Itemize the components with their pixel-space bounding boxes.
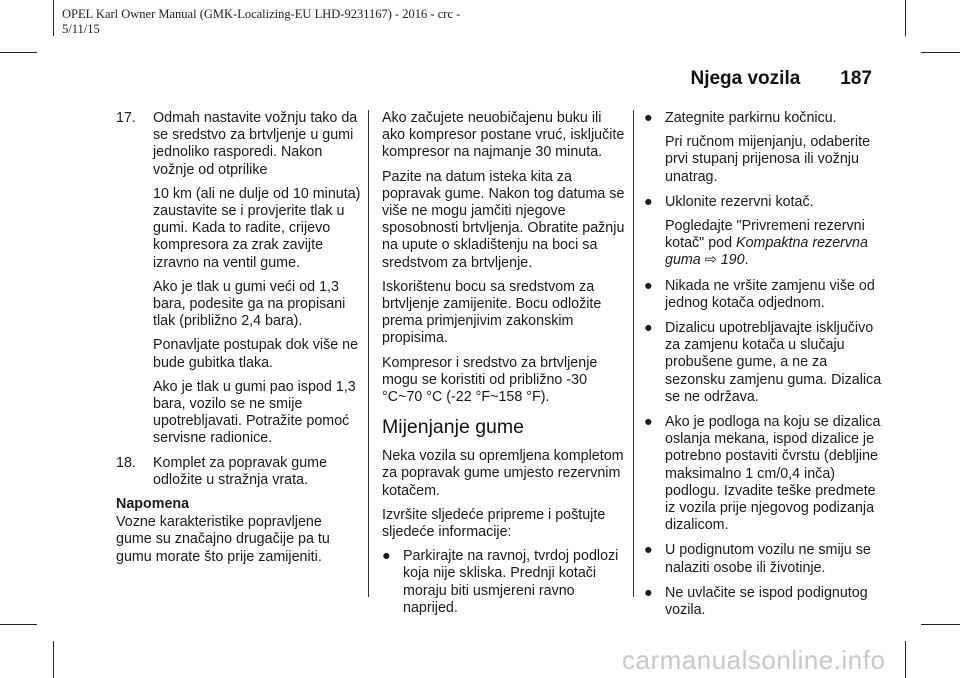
step-paragraph: Ako je tlak u gumi pao ispod 1,3 bara, vozilo se ne smije upotrebljavati. Potražite pomoć servisne radionice. bbox=[153, 378, 356, 447]
document-header bbox=[62, 7, 460, 37]
bullet-text: Parkirajte na ravnoj, tvrdoj podlozi koja nije skliska. Prednji kotači moraju biti usmjereni ravno naprijed. bbox=[403, 548, 619, 616]
bullet-item bbox=[644, 278, 884, 312]
bullet-icon: ● bbox=[382, 548, 391, 565]
crop-mark bbox=[921, 624, 960, 625]
column-2 bbox=[382, 110, 627, 625]
step-paragraph: Odmah nastavite vožnju tako da se sredstvo za brtvljenje u gumi jednoliko rasporedi. Nakon vožnje od otprilike bbox=[153, 110, 358, 178]
bullet-icon: ● bbox=[644, 193, 653, 210]
bullet-text: Zategnite parkirnu kočnicu. bbox=[665, 110, 837, 126]
section-title: Njega vozila bbox=[690, 68, 801, 89]
bullet-item bbox=[644, 110, 884, 186]
bullet-item bbox=[644, 542, 884, 576]
note-text: Vozne karakteristike popravljene gume su značajno drugačije pa tu gumu morate što prije zamijeniti. bbox=[116, 514, 330, 565]
step-number: 17. bbox=[116, 110, 136, 126]
bullet-item bbox=[382, 548, 627, 617]
bullet-icon: ● bbox=[644, 414, 653, 431]
crop-mark bbox=[0, 624, 37, 625]
bullet-icon: ● bbox=[644, 542, 653, 559]
cross-reference-link[interactable]: Kompaktna rezervna guma bbox=[665, 235, 868, 269]
paragraph: Pazite na datum isteka kita za popravak gume. Nakon tog datuma se više ne mogu jamčiti njegove sposobnosti brtvljenja. Obratite pažnju na upute o skladištenju na boci sa sredstvom za brtvljenje. bbox=[382, 168, 625, 271]
watermark: carmanualsonline.info bbox=[622, 645, 886, 675]
paragraph: Izvršite sljedeće pripreme i poštujte sljedeće informacije: bbox=[382, 506, 606, 541]
step-paragraph: Ponavljate postupak dok više ne bude gubitka tlaka. bbox=[153, 337, 359, 371]
column-1 bbox=[116, 110, 361, 573]
bullet-item bbox=[644, 194, 884, 270]
paragraph: Neka vozila su opremljena kompletom za popravak gume umjesto rezervnim kotačem. bbox=[382, 448, 624, 499]
page-reference[interactable]: 190 bbox=[720, 252, 745, 269]
bullet-item bbox=[644, 414, 884, 534]
bullet-text: Dizalicu upotrebljavajte isključivo za zamjenu kotača u slučaju probušene gume, a ne za sezonsku zamjenu guma. Dizalica se ne održava. bbox=[665, 320, 882, 405]
note-heading: Napomena bbox=[116, 496, 190, 513]
arrow-icon: ⇨ bbox=[704, 252, 717, 269]
crop-mark bbox=[905, 0, 906, 36]
paragraph: Iskorištenu bocu sa sredstvom za brtvljenje zamijenite. Bocu odložite prema primjenjivim zakonskim propisima. bbox=[382, 278, 602, 347]
step-17 bbox=[116, 110, 361, 448]
crop-mark bbox=[53, 641, 54, 678]
header-line-2: 5/11/15 bbox=[62, 22, 100, 36]
step-number: 18. bbox=[116, 454, 136, 471]
crop-mark bbox=[0, 52, 37, 53]
bullet-icon: ● bbox=[644, 277, 653, 294]
header-line-1: OPEL Karl Owner Manual (GMK-Localizing-EU LHD-9231167) - 2016 - crc - bbox=[62, 7, 461, 21]
bullet-item bbox=[644, 585, 884, 619]
crop-mark bbox=[905, 641, 906, 678]
section-heading: Mijenjanje gume bbox=[382, 416, 524, 439]
step-paragraph: 10 km (ali ne dulje od 10 minuta) zaustavite se i provjerite tlak u gumi. Kada to radite, crijevo kompresora za zrak zavijte izravno na ventil gume. bbox=[153, 185, 361, 271]
bullet-icon: ● bbox=[644, 584, 653, 601]
bullet-subtext: Pogledajte "Privremeni rezervni kotač" pod Kompaktna rezervna guma ⇨ 190. bbox=[665, 218, 868, 269]
step-paragraph: Komplet za popravak gume odložite u stražnja vrata. bbox=[153, 454, 328, 488]
bullet-text: U podignutom vozilu ne smiju se nalaziti osobe ili životinje. bbox=[665, 542, 871, 576]
running-head bbox=[690, 68, 872, 90]
crop-mark bbox=[921, 52, 960, 53]
paragraph: Kompresor i sredstvo za brtvljenje mogu se koristiti od približno -30 °C~70 °C (-22 °F~158 °F). bbox=[382, 354, 598, 406]
column-3 bbox=[644, 110, 884, 627]
bullet-text: Ako je podloga na koju se dizalica oslanja mekana, ispod dizalice je potrebno postaviti čvrstu (debljine maksimalno 1 cm/0,4 inča) podlogu. Izvadite teške predmete iz vozila prije njegovog podizanja dizalicom. bbox=[665, 414, 881, 534]
crop-mark bbox=[53, 0, 54, 36]
subtext-lead: Pogledajte "Privremeni rezervni kotač" pod bbox=[665, 218, 865, 252]
bullet-subtext: Pri ručnom mijenjanju, odaberite prvi stupanj prijenosa ili vožnju unatrag. bbox=[665, 134, 871, 185]
step-18 bbox=[116, 455, 361, 489]
bullet-text: Nikada ne vršite zamjenu više od jednog kotača odjednom. bbox=[665, 277, 875, 311]
bullet-item bbox=[644, 320, 884, 406]
bullet-text: Ne uvlačite se ispod podignutog vozila. bbox=[665, 584, 868, 619]
bullet-text: Uklonite rezervni kotač. bbox=[665, 193, 814, 210]
bullet-icon: ● bbox=[644, 320, 653, 337]
page-number: 187 bbox=[840, 68, 872, 89]
column-divider bbox=[633, 110, 634, 597]
bullet-icon: ● bbox=[644, 110, 653, 126]
step-paragraph: Ako je tlak u gumi veći od 1,3 bara, podesite ga na propisani tlak (približno 2,4 bara). bbox=[153, 278, 346, 330]
column-divider bbox=[368, 110, 369, 597]
paragraph: Ako začujete neuobičajenu buku ili ako kompresor postane vruć, isključite kompresor na najmanje 30 minuta. bbox=[382, 110, 625, 161]
